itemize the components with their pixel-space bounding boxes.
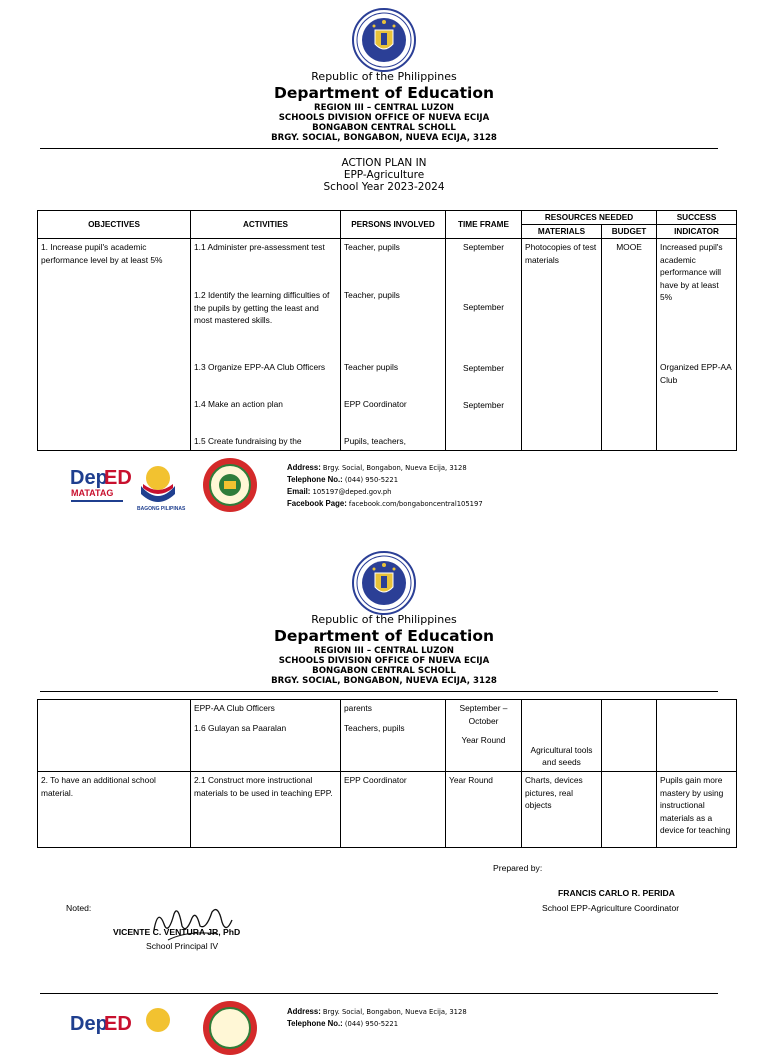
school-address-label: BRGY. SOCIAL, BONGABON, NUEVA ECIJA, 3128 [271, 133, 497, 143]
preparer-name: FRANCIS CARLO R. PERIDA [558, 888, 675, 898]
school-label: BONGABON CENTRAL SCHOLL [312, 666, 456, 676]
school-seal-icon [202, 457, 258, 513]
activities-cell [191, 700, 341, 772]
address-label: Address: [287, 463, 321, 472]
phone-value: (044) 950-5221 [344, 476, 399, 484]
email-value: 105197@deped.gov.ph [312, 488, 392, 496]
phone-label: Telephone No.: [287, 1019, 343, 1028]
phone-value: (044) 950-5221 [344, 1020, 399, 1028]
materials-cell [522, 700, 602, 772]
col-budget: BUDGET [602, 225, 657, 239]
action-plan-table-page2 [37, 699, 737, 848]
objective-cell [38, 700, 191, 772]
header-divider [40, 148, 718, 149]
school-seal-icon [202, 1000, 258, 1056]
footer-contact-page2 [287, 1006, 467, 1030]
budget-cell [602, 772, 657, 848]
svg-text:MATATAG: MATATAG [71, 488, 114, 498]
objective-cell [38, 772, 191, 848]
bagong-pilipinas-logo [133, 1000, 183, 1056]
objective-2: 2. To have an additional school material. [41, 775, 156, 798]
col-activities: ACTIVITIES [191, 211, 341, 239]
activity-1-6: 1.6 Gulayan sa Paaralan [194, 723, 287, 733]
person-1-3: Teacher pupils [344, 362, 399, 372]
school-label: BONGABON CENTRAL SCHOLL [312, 123, 456, 133]
deped-seal-icon [352, 8, 416, 72]
svg-text:Dep: Dep [70, 1013, 108, 1035]
republic-label: Republic of the Philippines [311, 613, 457, 626]
activity-1-1: 1.1 Administer pre-assessment test [194, 242, 325, 252]
activity-1-4: 1.4 Make an action plan [194, 399, 283, 409]
time-1-4: September [463, 400, 504, 410]
persons-cell [341, 772, 446, 848]
activities-cell [191, 772, 341, 848]
time-2-1: Year Round [449, 775, 493, 785]
budget-cell [602, 700, 657, 772]
facebook-value: facebook.com/bongaboncentral105197 [348, 500, 483, 508]
activity-1-5-cont: EPP-AA Club Officers [194, 703, 275, 713]
col-materials: MATERIALS [522, 225, 602, 239]
activity-1-3: 1.3 Organize EPP-AA Club Officers [194, 362, 326, 372]
activity-1-5: 1.5 Create fundraising by the [194, 436, 302, 446]
department-title: Department of Education [273, 627, 495, 645]
indicator-2-1: Pupils gain more mastery by using instructional materials as a device for teaching [660, 775, 731, 836]
person-1-5-cont: parents [344, 703, 372, 713]
materials-cell [522, 239, 602, 451]
person-1-6: Teachers, pupils [344, 723, 405, 733]
deped-matatag-logo [68, 1006, 132, 1052]
budget-1: MOOE [616, 242, 642, 252]
person-1-5: Pupils, teachers, [344, 436, 406, 446]
activity-2-1: 2.1 Construct more instructional materials to be used in teaching EPP. [194, 775, 333, 798]
svg-text:Dep: Dep [70, 467, 108, 489]
republic-label: Republic of the Philippines [311, 70, 457, 83]
materials-2-1: Charts, devices pictures, real objects [525, 775, 583, 811]
school-address-label: BRGY. SOCIAL, BONGABON, NUEVA ECIJA, 3128 [271, 676, 497, 686]
preparer-title: School EPP-Agriculture Coordinator [542, 903, 680, 913]
principal-name: VICENTE C. VENTURA JR, PhD [113, 927, 241, 937]
person-1-1: Teacher, pupils [344, 242, 400, 252]
activity-1-2: 1.2 Identify the learning difficulties of the pupils by getting the least and most mastered skills. [194, 290, 330, 326]
address-value: Brgy. Social, Bongabon, Nueva Ecija, 3128 [322, 464, 467, 472]
persons-cell [341, 700, 446, 772]
address-label: Address: [287, 1007, 321, 1016]
svg-text:BAGONG PILIPINAS: BAGONG PILIPINAS [137, 506, 186, 512]
plan-title-line2: EPP-Agriculture [343, 169, 425, 181]
division-label: SCHOOLS DIVISION OFFICE OF NUEVA ECIJA [278, 656, 490, 666]
bagong-pilipinas-logo [133, 456, 186, 512]
action-plan-table-page1 [37, 210, 737, 451]
col-resources: RESOURCES NEEDED [522, 211, 657, 225]
header-divider [40, 691, 718, 692]
materials-1-6: Agricultural tools and seeds [530, 744, 593, 768]
phone-label: Telephone No.: [287, 475, 343, 484]
region-label: REGION III – CENTRAL LUZON [314, 103, 454, 113]
indicator-1: Increased pupil's academic performance will have by at least 5% [660, 242, 723, 303]
col-indicator: INDICATOR [657, 225, 737, 239]
facebook-label: Facebook Page: [287, 499, 347, 508]
deped-seal-icon [352, 551, 416, 615]
materials-1: Photocopies of test materials [525, 242, 597, 265]
plan-title-line3: School Year 2023-2024 [323, 181, 445, 193]
col-persons: PERSONS INVOLVED [341, 211, 446, 239]
time-1-3: September [463, 363, 504, 373]
department-title: Department of Education [273, 84, 495, 102]
division-label: SCHOOLS DIVISION OFFICE OF NUEVA ECIJA [278, 113, 490, 123]
deped-matatag-logo [68, 460, 132, 506]
col-objectives: OBJECTIVES [38, 211, 191, 239]
objective-1: 1. Increase pupil's academic performance level by at least 5% [41, 242, 163, 265]
plan-title-line1: ACTION PLAN IN [341, 157, 427, 169]
col-success: SUCCESS [657, 211, 737, 225]
person-1-4: EPP Coordinator [344, 399, 407, 409]
time-1-1: September [463, 242, 504, 252]
indicator-cell [657, 239, 737, 451]
footer-divider [40, 993, 718, 994]
timeframe-cell [446, 239, 522, 451]
indicator-cell [657, 700, 737, 772]
address-value: Brgy. Social, Bongabon, Nueva Ecija, 3128 [322, 1008, 467, 1016]
time-1-2: September [463, 302, 504, 312]
person-2-1: EPP Coordinator [344, 775, 407, 785]
budget-cell [602, 239, 657, 451]
timeframe-cell [446, 700, 522, 772]
activities-cell [191, 239, 341, 451]
objective-cell [38, 239, 191, 451]
email-label: Email: [287, 487, 311, 496]
noted-label: Noted: [66, 903, 92, 913]
materials-cell [522, 772, 602, 848]
col-timeframe: TIME FRAME [446, 211, 522, 239]
indicator-2: Organized EPP-AA Club [660, 362, 732, 385]
timeframe-cell [446, 772, 522, 848]
svg-text:ED: ED [104, 467, 132, 489]
svg-text:ED: ED [104, 1013, 132, 1035]
persons-cell [341, 239, 446, 451]
footer-contact-page1 [287, 462, 483, 510]
time-1-5: September – October [459, 703, 508, 726]
indicator-cell [657, 772, 737, 848]
person-1-2: Teacher, pupils [344, 290, 400, 300]
region-label: REGION III – CENTRAL LUZON [314, 646, 454, 656]
principal-title: School Principal IV [146, 941, 219, 951]
prepared-by-label: Prepared by: [493, 863, 543, 873]
time-1-6: Year Round [461, 735, 506, 745]
